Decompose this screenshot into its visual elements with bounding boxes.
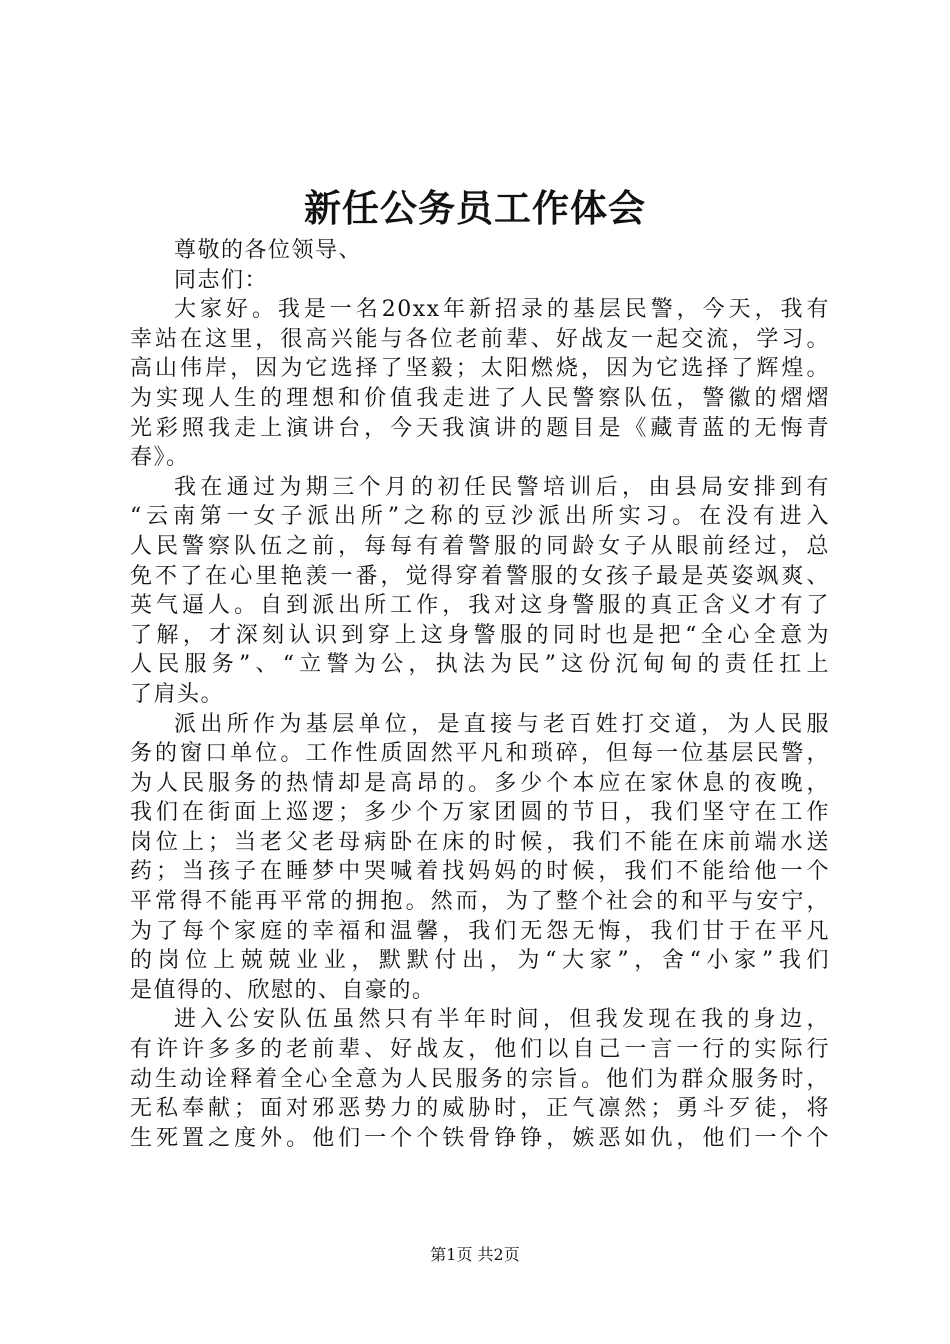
body-text-line: 了解，才深刻认识到穿上这身警服的同时也是把“全心全意为 <box>130 622 830 648</box>
body-text-line: 为了每个家庭的幸福和温馨，我们无怨无悔，我们甘于在平凡 <box>130 918 830 944</box>
body-text-line: 务的窗口单位。工作性质固然平凡和琐碎，但每一位基层民警， <box>130 741 830 767</box>
body-text-line: 光彩照我走上演讲台，今天我演讲的题目是《藏青蓝的无悔青 <box>130 415 830 441</box>
body-text-line: 英气逼人。自到派出所工作，我对这身警服的真正含义才有了 <box>130 593 830 619</box>
body-text-line: 动生动诠释着全心全意为人民服务的宗旨。他们为群众服务时， <box>130 1066 830 1092</box>
document-body <box>130 236 830 1153</box>
body-text-line: 派出所作为基层单位，是直接与老百姓打交道，为人民服 <box>174 711 830 737</box>
page-footer: 第1页 共2页 <box>430 1245 520 1264</box>
body-text-line: 尊敬的各位领导、 <box>174 238 363 263</box>
body-text-line: 人民服务”、“立警为公，执法为民”这份沉甸甸的责任扛上 <box>130 652 830 678</box>
body-text-line: 春》。 <box>130 445 190 471</box>
body-text-line: 平常得不能再平常的拥抱。然而，为了整个社会的和平与安宁， <box>130 889 830 915</box>
body-text-line: 岗位上；当老父老母病卧在床的时候，我们不能在床前端水送 <box>130 829 830 855</box>
body-text-line: 我在通过为期三个月的初任民警培训后，由县局安排到有 <box>174 474 830 500</box>
body-text-line: 人民警察队伍之前，每每有着警服的同龄女子从眼前经过，总 <box>130 533 830 559</box>
body-text-line: 生死置之度外。他们一个个铁骨铮铮，嫉恶如仇，他们一个个 <box>130 1125 830 1151</box>
body-text-line: 高山伟岸，因为它选择了坚毅；太阳燃烧，因为它选择了辉煌。 <box>130 356 830 382</box>
body-text-line: 幸站在这里，很高兴能与各位老前辈、好战友一起交流，学习。 <box>130 326 830 352</box>
body-text-line: 无私奉献；面对邪恶势力的威胁时，正气凛然；勇斗歹徒，将 <box>130 1096 830 1122</box>
body-text-line: “云南第一女子派出所”之称的豆沙派出所实习。在没有进入 <box>130 504 830 530</box>
body-text-line: 同志们： <box>174 267 269 293</box>
body-text-line: 了肩头。 <box>130 681 225 707</box>
body-text-line: 我们在街面上巡逻；多少个万家团圆的节日，我们坚守在工作 <box>130 800 830 826</box>
body-text-line: 进入公安队伍虽然只有半年时间，但我发现在我的身边， <box>174 1007 830 1033</box>
body-text-line: 是值得的、欣慰的、自豪的。 <box>130 977 436 1003</box>
body-text-line: 的岗位上兢兢业业，默默付出，为“大家”，舍“小家”我们 <box>130 948 830 974</box>
document-title: 新任公务员工作体会 <box>304 186 646 230</box>
body-text-line: 大家好。我是一名20xx年新招录的基层民警，今天，我有 <box>174 297 830 323</box>
body-text-line: 药；当孩子在睡梦中哭喊着找妈妈的时候，我们不能给他一个 <box>130 859 830 885</box>
body-text-line: 免不了在心里艳羡一番，觉得穿着警服的女孩子最是英姿飒爽、 <box>130 563 830 589</box>
body-text-line: 为实现人生的理想和价值我走进了人民警察队伍，警徽的熠熠 <box>130 385 830 411</box>
body-text-line: 为人民服务的热情却是高昂的。多少个本应在家休息的夜晚， <box>130 770 830 796</box>
body-text-line: 有许许多多的老前辈、好战友，他们以自己一言一行的实际行 <box>130 1037 830 1063</box>
